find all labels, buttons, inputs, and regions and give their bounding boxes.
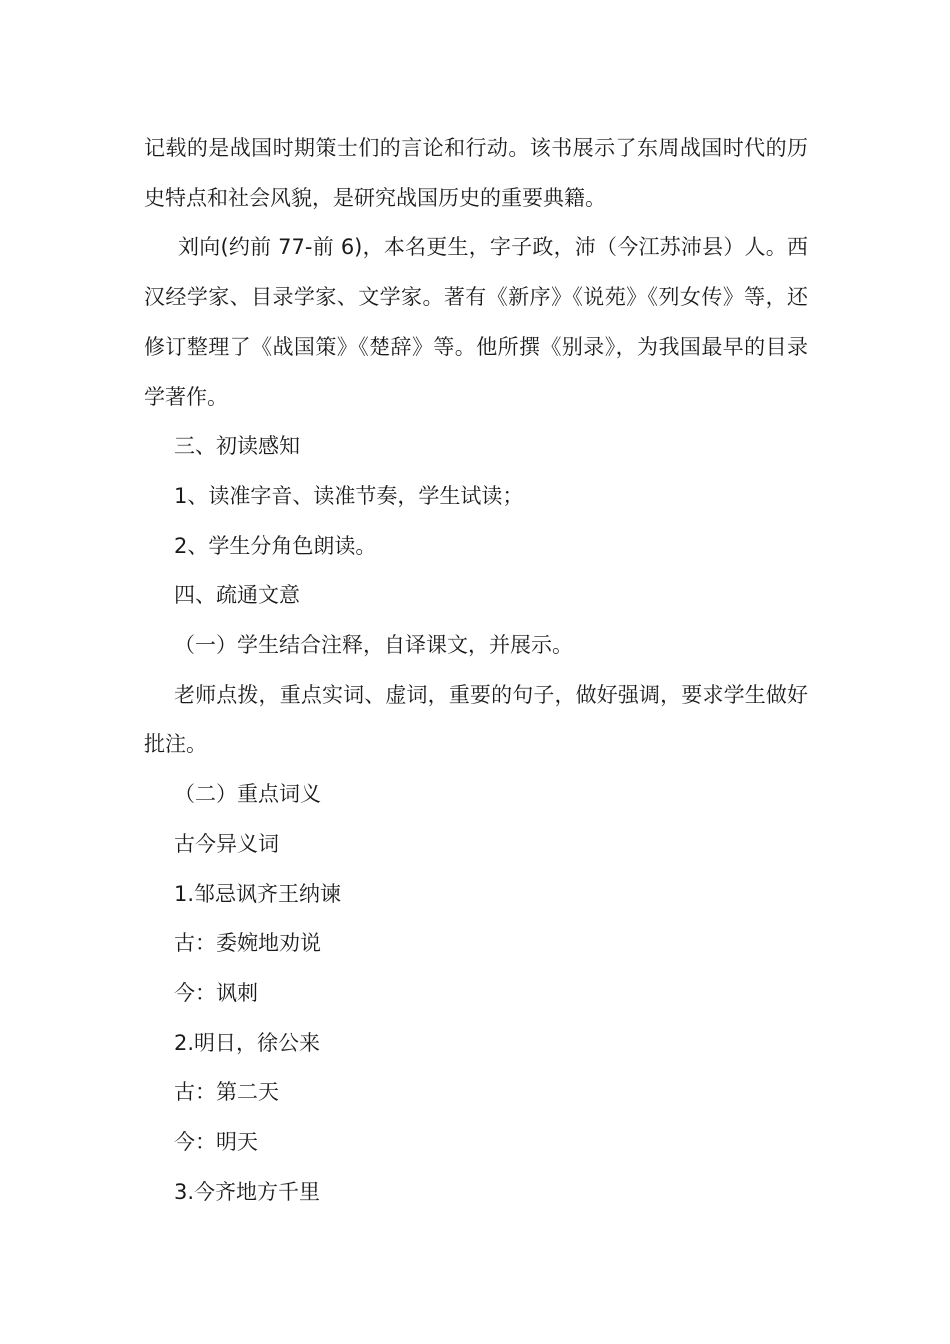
vocab-item-2: 2.明日，徐公来 [174,1030,321,1055]
vocab-modern-1: 今：讽刺 [174,980,258,1005]
section-heading-first-reading: 三、初读感知 [174,434,300,459]
document-body [144,124,808,1217]
list-item-reading-2: 2、学生分角色朗读。 [174,533,377,558]
subsection-key-words: （二）重点词义 [174,782,321,807]
paragraph-teacher-guidance: 老师点拨，重点实词、虚词，重要的句子，做好强调，要求学生做好批注。 [144,682,808,757]
vocab-ancient-1: 古：委婉地劝说 [174,931,321,956]
vocab-item-3: 3.今齐地方千里 [174,1179,321,1204]
subsection-translate: （一）学生结合注释，自译课文，并展示。 [174,633,573,658]
paragraph-liu-xiang: 刘向(约前 77-前 6)，本名更生，字子政，沛（今江苏沛县）人。西汉经学家、目录学家、文学家。著有《新序》《说苑》《列女传》等，还修订整理了《战国策》《楚辞》等。他所撰《别录》，为我国最早的目录学著作。 [144,235,808,409]
vocab-ancient-2: 古：第二天 [174,1080,279,1105]
list-item-reading-1: 1、读准字音、读准节奏，学生试读； [174,483,524,508]
vocab-item-1: 1.邹忌讽齐王纳谏 [174,881,342,906]
heading-ancient-modern-words: 古今异义词 [174,831,279,856]
section-heading-understanding: 四、疏通文意 [174,583,300,608]
paragraph-intro-continued: 记载的是战国时期策士们的言论和行动。该书展示了东周战国时代的历史特点和社会风貌，是研究战国历史的重要典籍。 [144,136,808,210]
vocab-modern-2: 今：明天 [174,1130,258,1155]
